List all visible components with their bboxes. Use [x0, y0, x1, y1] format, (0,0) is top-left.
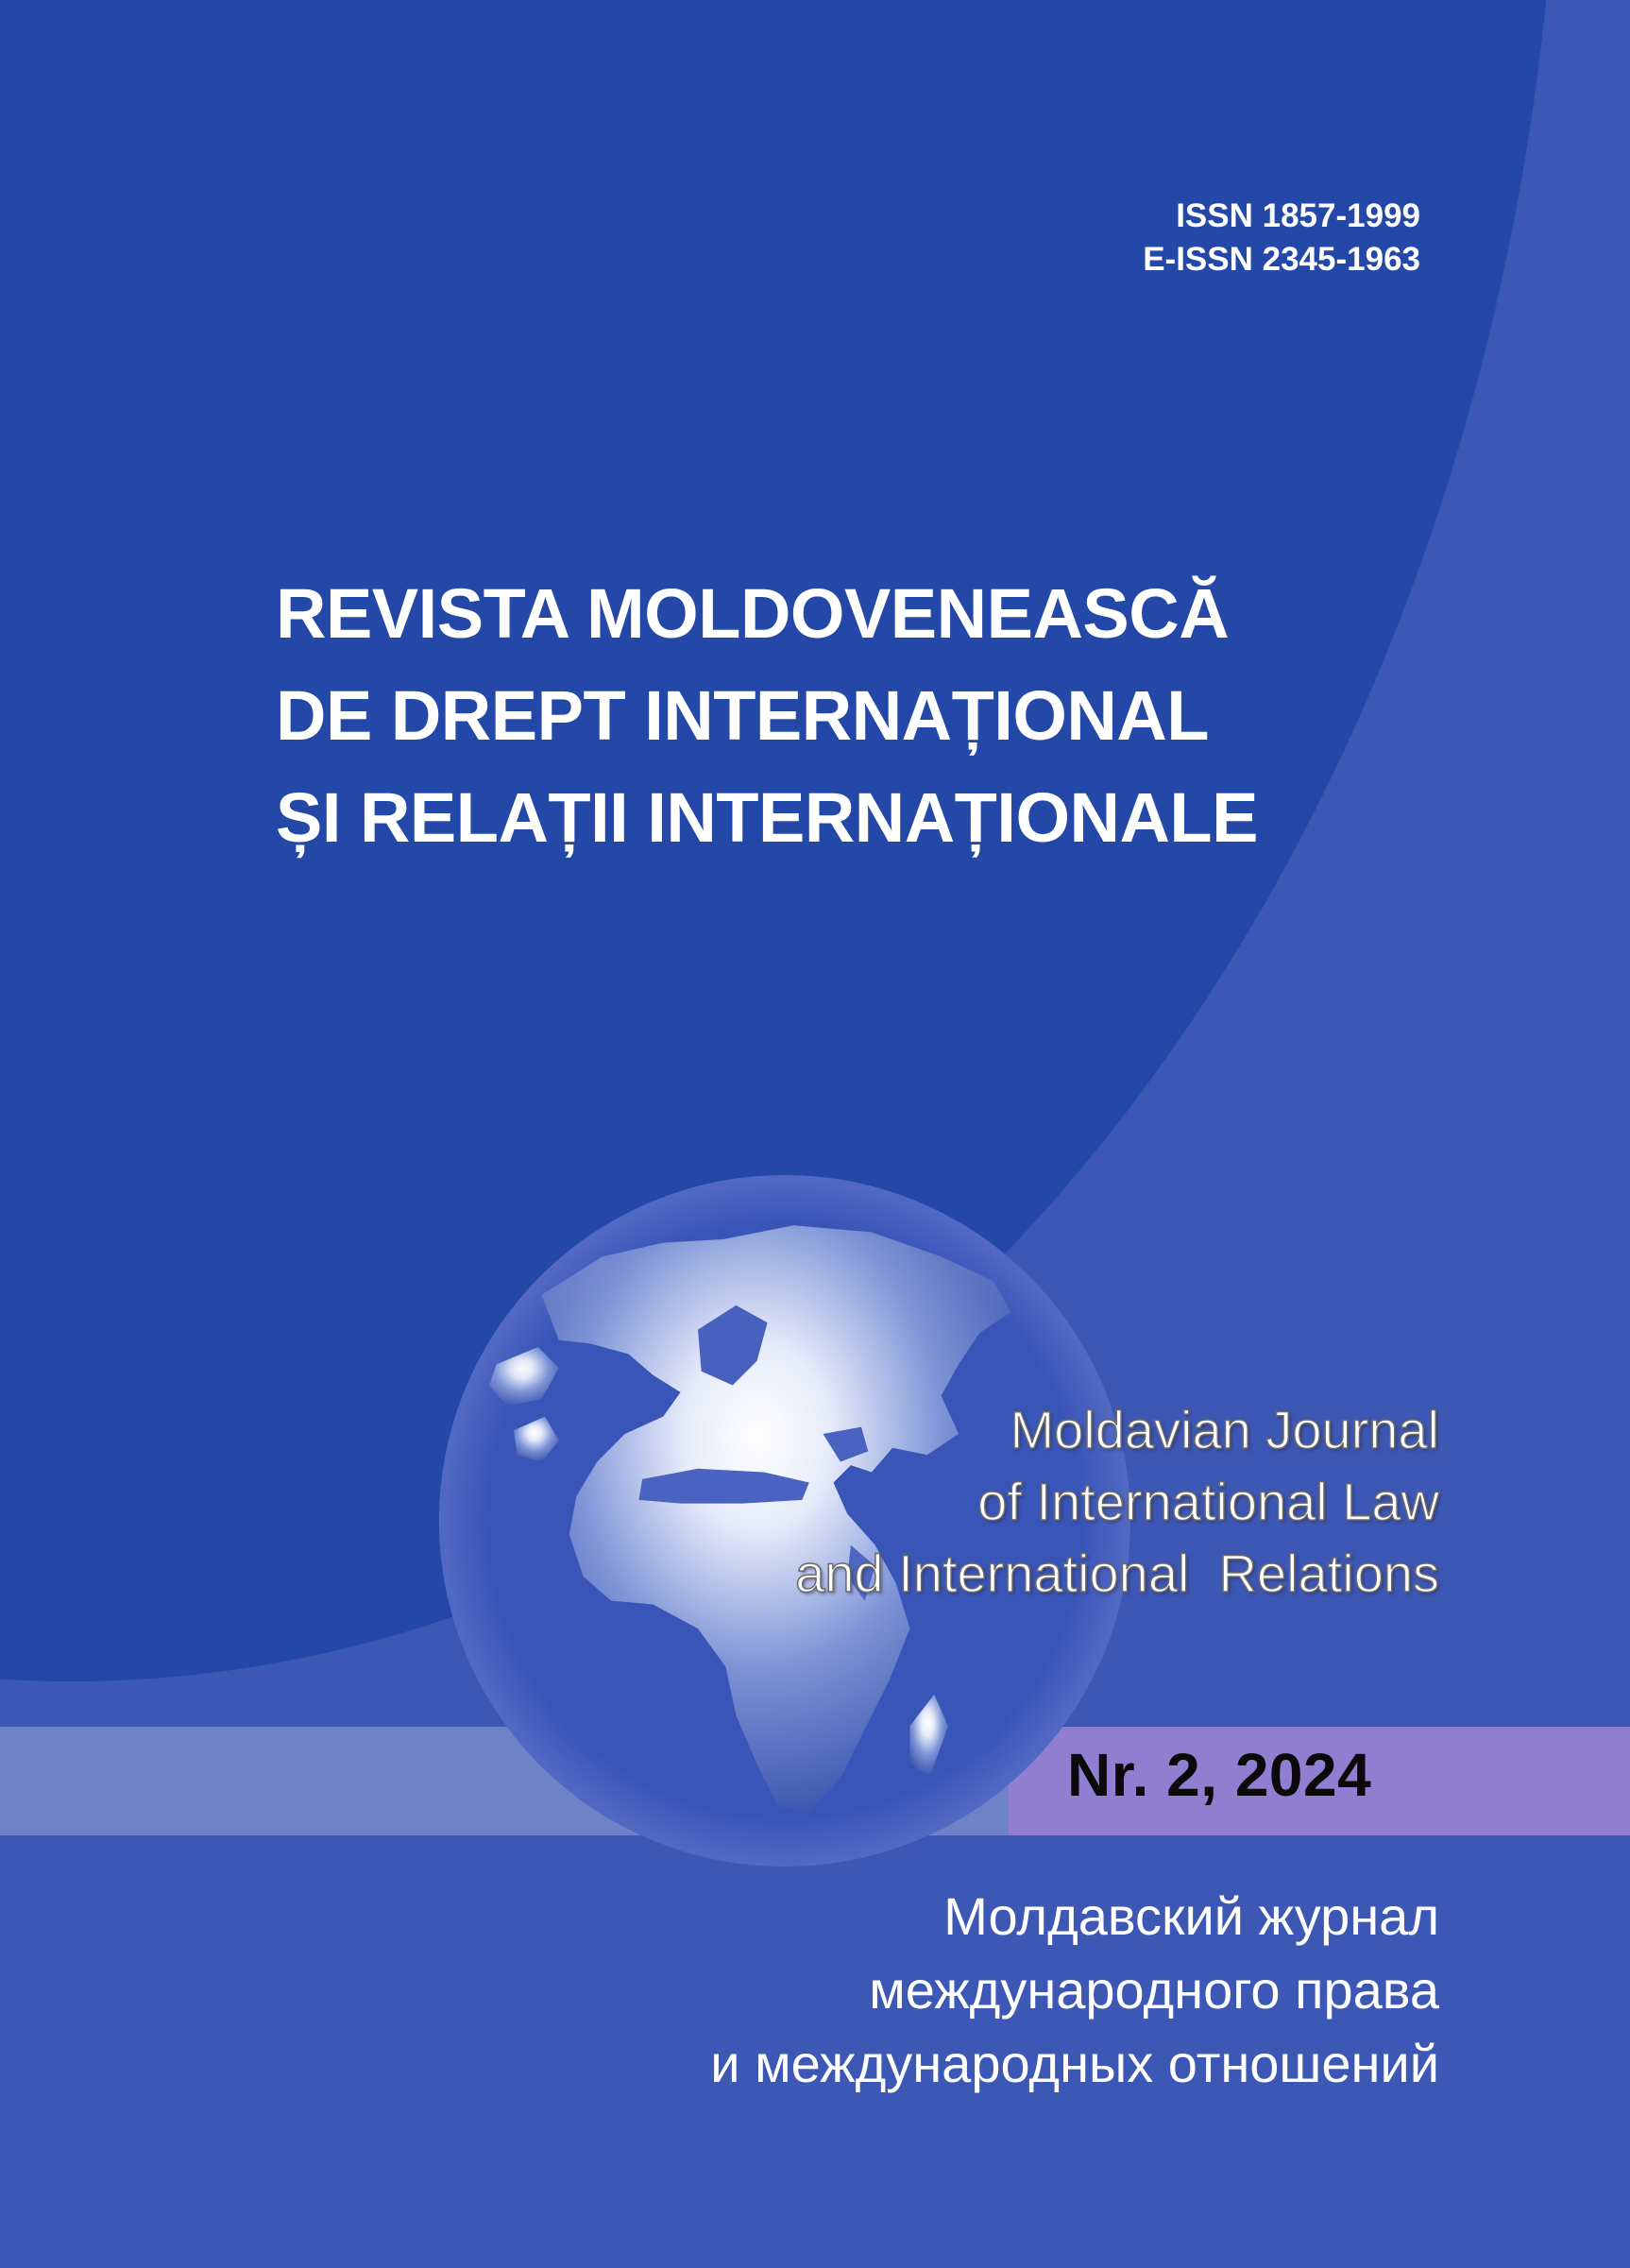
issn-block [1143, 195, 1420, 281]
title-english-line2: of International Law [977, 1472, 1439, 1531]
title-romanian-line2: DE DREPT INTERNAȚIONAL [276, 676, 1209, 755]
title-english [795, 1394, 1439, 1610]
title-russian-line3: и международных отношений [710, 2034, 1439, 2093]
issue-number: Nr. 2, 2024 [1067, 1741, 1372, 1809]
issn-electronic: E-ISSN 2345-1963 [1143, 241, 1420, 278]
title-russian-line1: Молдавский журнал [943, 1886, 1439, 1946]
title-romanian-line1: REVISTA MOLDOVENEASCĂ [276, 574, 1230, 653]
title-romanian-line3: ȘI RELAȚII INTERNAȚIONALE [276, 778, 1258, 857]
title-russian [710, 1880, 1439, 2101]
title-russian-line2: международного права [869, 1960, 1439, 2020]
issn-print: ISSN 1857-1999 [1176, 197, 1420, 234]
title-romanian [276, 563, 1258, 869]
title-english-line3: and International Relations [795, 1543, 1439, 1603]
title-english-line1: Moldavian Journal [1010, 1400, 1439, 1459]
